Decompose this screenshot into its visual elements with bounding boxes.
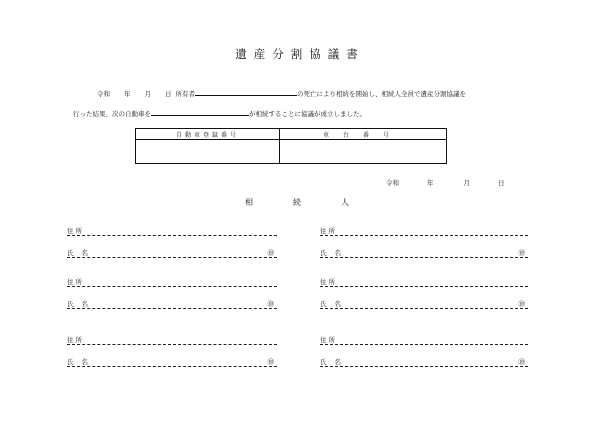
year-label: 年 xyxy=(124,90,131,98)
chassis-number-header: 車台番号 xyxy=(322,132,403,139)
date-month-label: 月 xyxy=(463,179,470,187)
month-label: 月 xyxy=(144,90,151,98)
seal-mark: ㊞ xyxy=(267,300,274,308)
seal-mark: ㊞ xyxy=(267,358,274,366)
era-label: 令和 xyxy=(97,90,110,98)
date-day-label: 日 xyxy=(498,179,505,187)
registration-number-cell[interactable] xyxy=(138,141,277,163)
date-era-label: 令和 xyxy=(386,179,399,187)
registration-number-header: 自動車登録番号 xyxy=(175,132,239,139)
intro-line-1 xyxy=(97,88,466,98)
chassis-number-cell[interactable] xyxy=(282,141,444,163)
date-year-label: 年 xyxy=(427,179,434,187)
seal-mark: ㊞ xyxy=(267,249,274,257)
intro-line-2-prefix: 行った結果、次の自動車を xyxy=(73,110,151,118)
seal-mark: ㊞ xyxy=(518,249,525,257)
date-line xyxy=(386,179,505,187)
intro-line-2-suffix: が相続することに協議が成立しました。 xyxy=(249,110,366,118)
seal-mark: ㊞ xyxy=(518,358,525,366)
document-title: 遺産分割協議書 xyxy=(235,47,365,61)
seal-mark: ㊞ xyxy=(518,300,525,308)
vehicle-table xyxy=(135,128,447,164)
heirs-heading: 相続人 xyxy=(245,198,355,207)
owner-label: 所有者 xyxy=(175,90,195,98)
deceased-owner-field[interactable] xyxy=(195,88,297,96)
day-label: 日 xyxy=(165,90,172,98)
heir-acquirer-field[interactable] xyxy=(151,108,249,116)
intro-line-1-suffix: の死亡により相続を開始し、相続人全員で遺産分割協議を xyxy=(297,90,466,98)
intro-line-2 xyxy=(73,108,366,118)
